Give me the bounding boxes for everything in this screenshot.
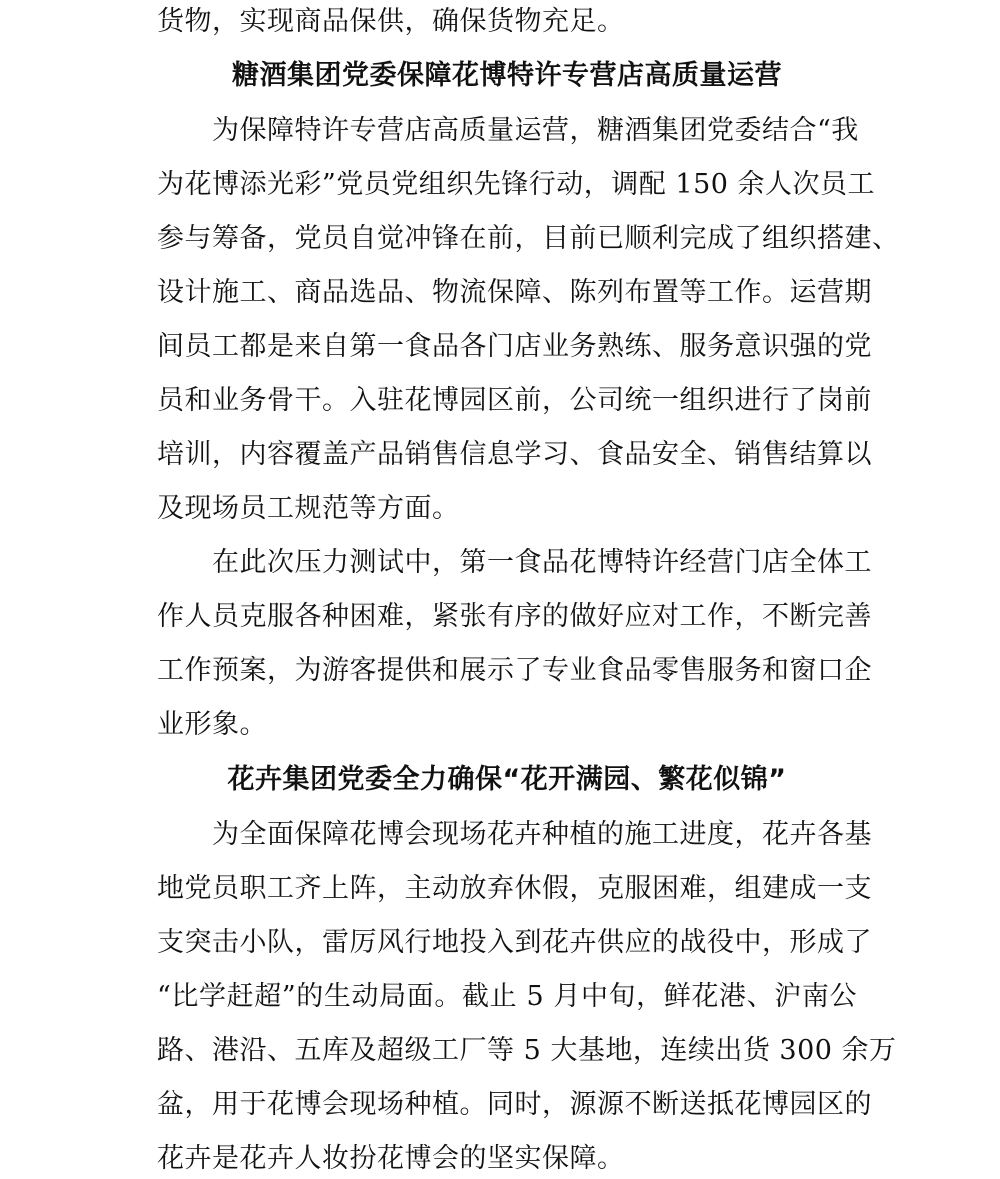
paragraph-line: 参与筹备，党员自觉冲锋在前，目前已顺利完成了组织搭建、	[157, 223, 900, 254]
section-heading-flower-group: 花卉集团党委全力确保“花开满园、繁花似锦”	[227, 764, 787, 795]
paragraph-line: 间员工都是来自第一食品各门店业务熟练、服务意识强的党	[157, 331, 872, 362]
paragraph-line: 为全面保障花博会现场花卉种植的施工进度，花卉各基	[212, 819, 872, 850]
paragraph-line: 设计施工、商品选品、物流保障、陈列布置等工作。运营期	[157, 277, 872, 308]
paragraph-line: 培训，内容覆盖产品销售信息学习、食品安全、销售结算以	[157, 439, 872, 470]
paragraph-line: 为花博添光彩”党员党组织先锋行动，调配 150 余人次员工	[157, 169, 876, 200]
paragraph-line: 工作预案，为游客提供和展示了专业食品零售服务和窗口企	[157, 655, 872, 686]
paragraph-line: 在此次压力测试中，第一食品花博特许经营门店全体工	[212, 547, 872, 578]
paragraph-line: 员和业务骨干。入驻花博园区前，公司统一组织进行了岗前	[157, 385, 872, 416]
paragraph-line: 路、港沿、五库及超级工厂等 5 大基地，连续出货 300 余万	[157, 1035, 897, 1066]
paragraph-line: 地党员职工齐上阵，主动放弃休假，克服困难，组建成一支	[157, 873, 872, 904]
paragraph-line: 盆，用于花博会现场种植。同时，源源不断送抵花博园区的	[157, 1089, 872, 1120]
section-heading-sugar-wine: 糖酒集团党委保障花博特许专营店高质量运营	[232, 60, 782, 91]
paragraph-line: 支突击小队，雷厉风行地投入到花卉供应的战役中，形成了	[157, 927, 872, 958]
paragraph-line: 为保障特许专营店高质量运营，糖酒集团党委结合“我	[212, 115, 859, 146]
paragraph-line: 花卉是花卉人妆扮花博会的坚实保障。	[157, 1143, 625, 1174]
paragraph-line: 及现场员工规范等方面。	[157, 493, 460, 524]
paragraph-line: “比学赶超”的生动局面。截止 5 月中旬，鲜花港、沪南公	[157, 981, 857, 1012]
paragraph-line: 业形象。	[157, 709, 267, 740]
continuation-line: 货物，实现商品保供，确保货物充足。	[157, 6, 625, 37]
paragraph-line: 作人员克服各种困难，紧张有序的做好应对工作，不断完善	[157, 601, 872, 632]
